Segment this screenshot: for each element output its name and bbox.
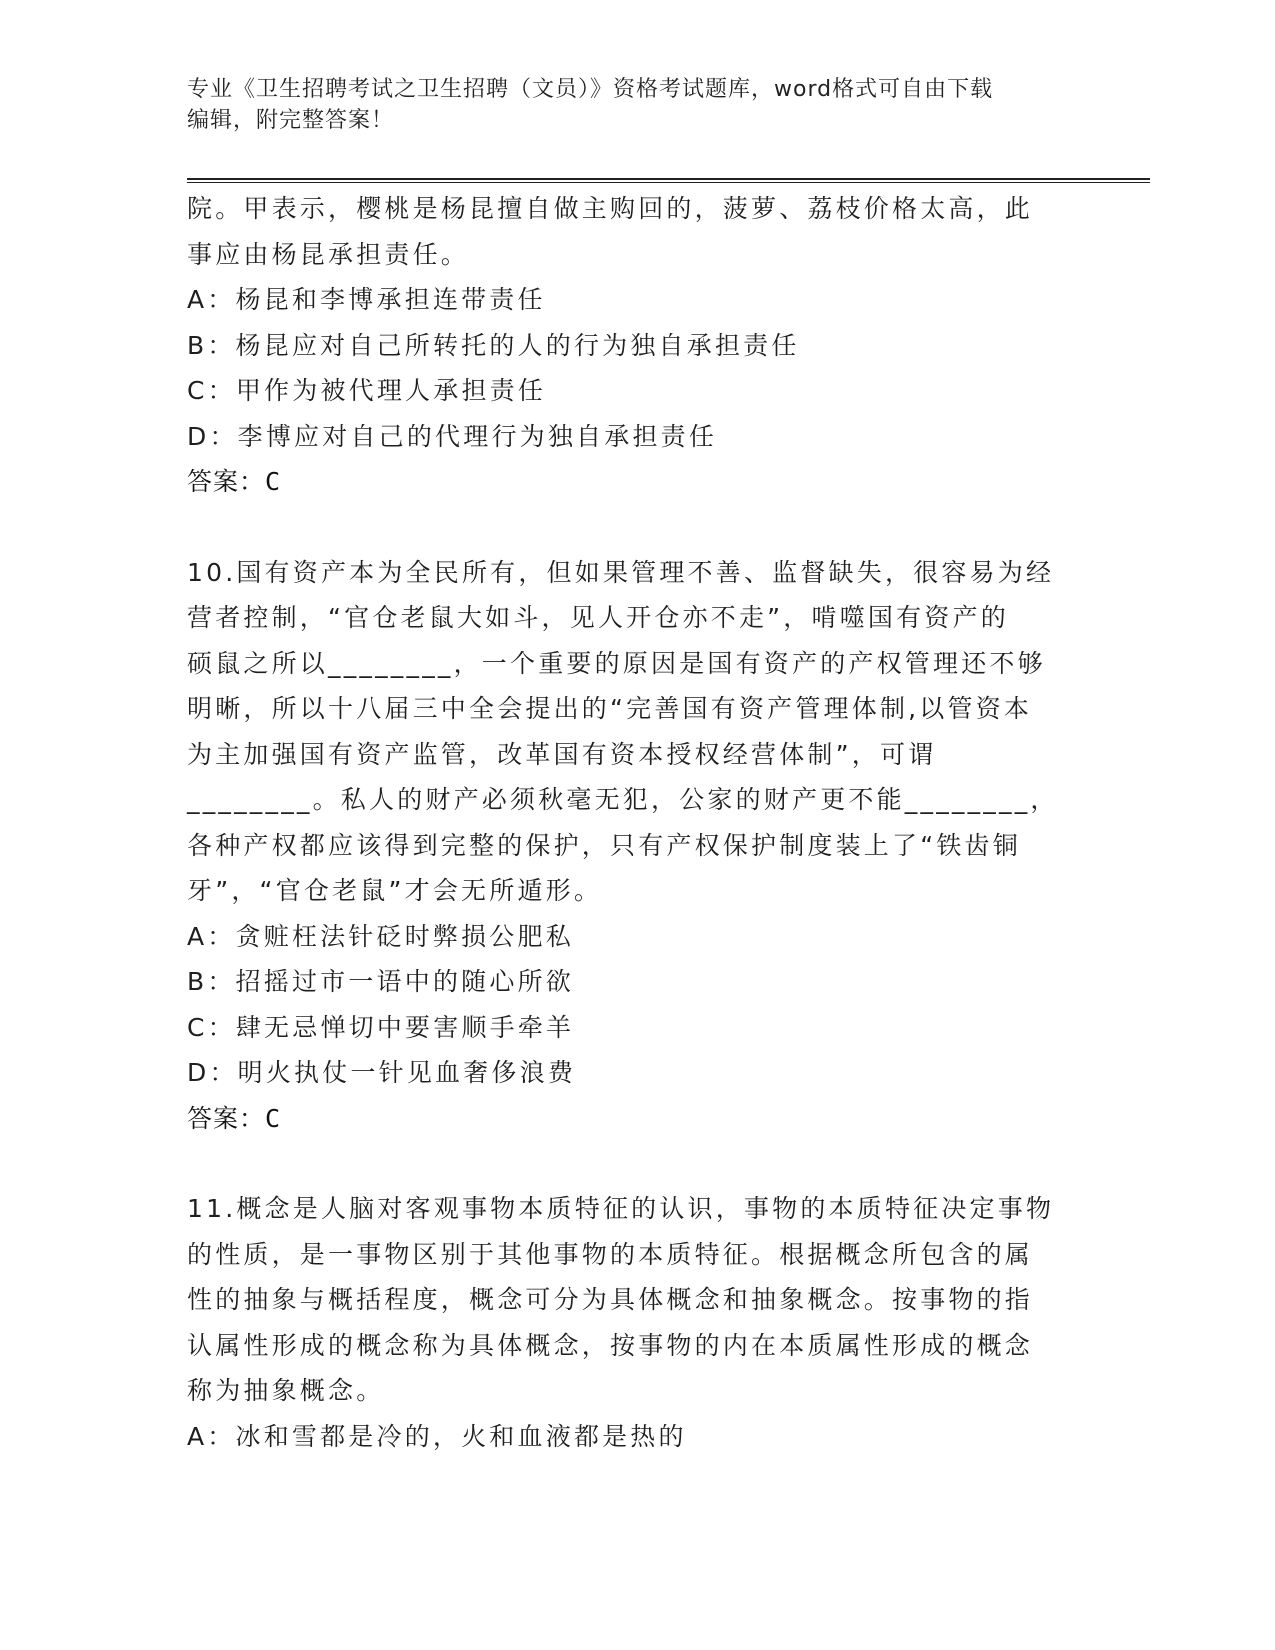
question-text-line: ________。私人的财产必须秋毫无犯，公家的财产更不能________， (187, 785, 1059, 814)
page-header (187, 74, 1087, 136)
question-text-line: 院。甲表示，樱桃是杨昆擅自做主购回的，菠萝、荔枝价格太高，此 (187, 194, 1034, 223)
question-text-line: 事应由杨昆承担责任。 (187, 239, 470, 269)
question-text-line: 11.概念是人脑对客观事物本质特征的认识，事物的本质特征决定事物 (187, 1194, 1055, 1223)
header-line-2: 编辑，附完整答案！ (187, 108, 395, 133)
answer-value: C (265, 1103, 282, 1133)
answer-value: C (265, 467, 282, 496)
question-text-line: 牙”，“官仓老鼠”才会无所遁形。 (187, 876, 603, 905)
question-11 (187, 1186, 1087, 1459)
answer-label: 答案： (187, 1103, 266, 1133)
question-text-line: 为主加强国有资产监管，改革国有资本授权经营体制”，可谓 (187, 739, 937, 769)
answer-line (187, 1096, 1087, 1142)
question-text-line: 性的抽象与概括程度，概念可分为具体概念和抽象概念。按事物的指 (187, 1285, 1034, 1314)
option-a: A：冰和雪都是冷的，火和血液都是热的 (187, 1421, 687, 1451)
question-text-line: 10.国有资产本为全民所有，但如果管理不善、监督缺失，很容易为经 (187, 557, 1055, 587)
question-10 (187, 550, 1087, 1142)
option-c: C：甲作为被代理人承担责任 (187, 376, 547, 405)
answer-label: 答案： (187, 467, 266, 496)
option-b: B：杨昆应对自己所转托的人的行为独自承担责任 (187, 330, 800, 360)
header-divider-thin (187, 182, 1150, 183)
option-d: D：明火执仗一针见血奢侈浪费 (187, 1058, 577, 1087)
option-d: D：李博应对自己的代理行为独自承担责任 (187, 421, 718, 451)
question-text-line: 的性质，是一事物区别于其他事物的本质特征。根据概念所包含的属 (187, 1239, 1034, 1269)
option-b: B：招摇过市一语中的随心所欲 (187, 967, 574, 996)
question-9-continuation (187, 186, 1087, 505)
option-c: C：肆无忌惮切中要害顺手牵羊 (187, 1012, 575, 1042)
question-text-line: 营者控制，“官仓老鼠大如斗，见人开仓亦不走”，啃噬国有资产的 (187, 603, 1009, 632)
answer-line (187, 459, 1087, 505)
question-text-line: 称为抽象概念。 (187, 1376, 385, 1405)
question-text-line: 硕鼠之所以________，一个重要的原因是国有资产的产权管理还不够 (187, 648, 1046, 678)
question-text-line: 各种产权都应该得到完整的保护，只有产权保护制度装上了“铁齿铜 (187, 830, 1021, 860)
option-a: A：贪赃枉法针砭时弊损公肥私 (187, 921, 574, 951)
question-text-line: 明晰，所以十八届三中全会提出的“完善国有资产管理体制,以管资本 (187, 694, 1033, 723)
header-divider-thick (187, 178, 1150, 180)
document-body (187, 186, 1087, 1459)
header-line-1: 专业《卫生招聘考试之卫生招聘（文员）》资格考试题库，word格式可自由下载 (187, 77, 994, 102)
option-a: A：杨昆和李博承担连带责任 (187, 285, 546, 314)
question-text-line: 认属性形成的概念称为具体概念，按事物的内在本质属性形成的概念 (187, 1330, 1034, 1360)
